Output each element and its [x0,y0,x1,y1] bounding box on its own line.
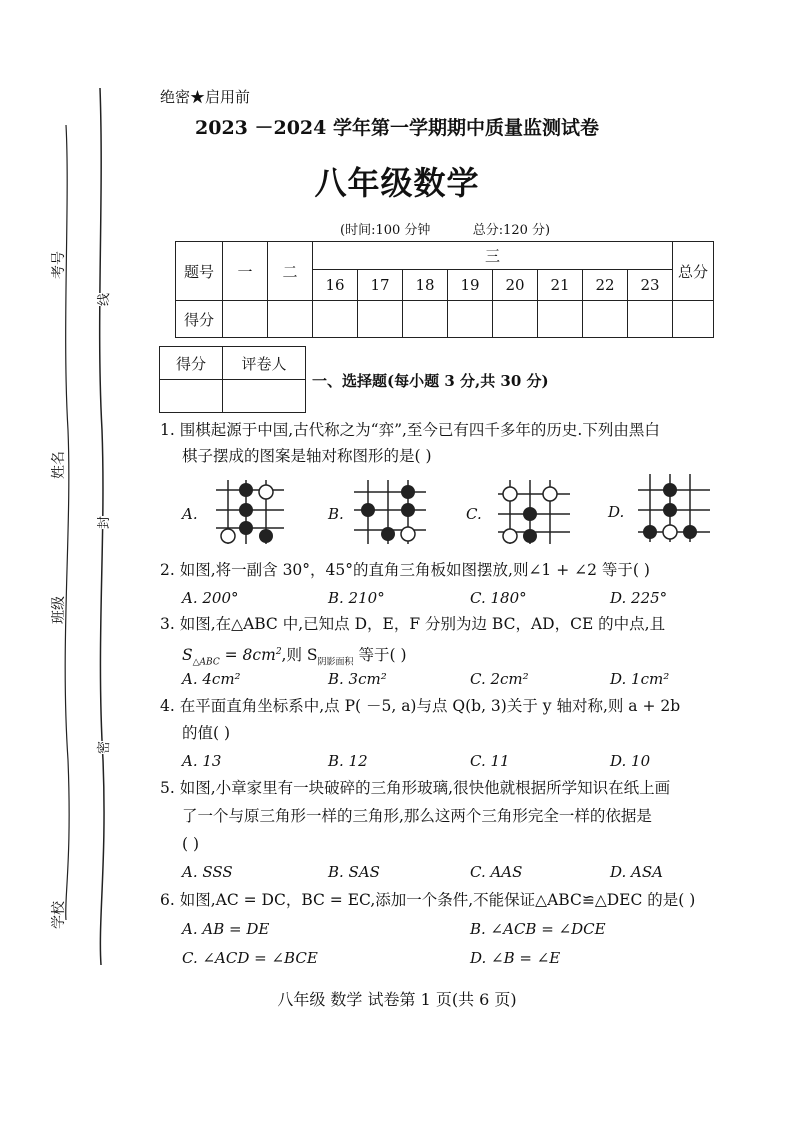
seal-dense-mark: 密 [93,741,112,754]
section-heading: 一、选择题(每小题 3 分,共 30 分) [312,372,549,390]
total-score-cell[interactable] [673,301,714,338]
score-cell[interactable] [583,301,628,338]
subject-title: 八年级数学 [314,164,480,202]
q5-option-b: B. SAS [328,863,380,881]
confidential-mark: 绝密★启用前 [160,88,251,106]
go-pattern-c [494,476,576,548]
question-16-header: 16 [313,270,358,301]
name-label: 姓名 [51,451,67,479]
score-cell[interactable] [313,301,358,338]
part-one-header: 一 [223,242,268,301]
score-cell[interactable] [223,301,268,338]
question-18-header: 18 [403,270,448,301]
q3-equals: 等于( ) [353,646,407,665]
score-cell[interactable] [358,301,403,338]
question-2: 2. 如图,将一副含 30°，45°的直角三角板如图摆放,则∠1 + ∠2 等于( ) [160,561,650,579]
score-cell[interactable] [448,301,493,338]
q3-superscript: 2 [275,647,282,657]
q3-option-d: D. 1cm² [610,670,670,688]
q5-option-c: C. AAS [470,863,523,881]
question-21-header: 21 [538,270,583,301]
q4-option-b: B. 12 [328,752,368,770]
q2-option-d: D. 225° [610,589,668,607]
time-info: (时间:100 分钟 [340,223,431,238]
grader-score-label: 得分 [160,347,223,380]
q5-option-a: A. SSS [182,863,233,881]
q3-subscript-abc: △ABC [192,657,220,668]
q3-then-s: ,则 S [281,646,318,665]
question-5-line-3: ( ) [182,835,200,853]
go-pattern-b [350,476,432,548]
q1-option-c-label: C. [466,505,482,523]
q3-option-a: A. 4cm² [182,670,241,688]
q1-option-d-label: D. [608,503,625,521]
q3-option-b: B. 3cm² [328,670,387,688]
q3-subscript-shaded: 阴影面积 [317,657,354,668]
score-cell[interactable] [628,301,673,338]
q3-area-value: = 8cm [219,646,276,665]
question-4-line-1: 4. 在平面直角坐标系中,点 P( －5, a)与点 Q(b, 3)关于 y 轴对称,则 a + 2b [160,697,681,715]
score-cell[interactable] [268,301,313,338]
grader-name-cell[interactable] [223,380,306,413]
score-cell[interactable] [538,301,583,338]
total-header: 总分 [673,242,714,301]
question-6: 6. 如图,AC = DC，BC = EC,添加一个条件,不能保证△ABC≌△DEC 的是( ) [160,891,696,909]
question-5-line-1: 5. 如图,小章家里有一块破碎的三角形玻璃,很快他就根据所学知识在纸上画 [160,779,671,797]
page-footer: 八年级 数学 试卷第 1 页(共 6 页) [277,990,517,1009]
question-4-line-2: 的值( ) [182,724,231,742]
seal-seal-mark: 封 [93,516,112,529]
q1-option-a-label: A. [182,505,198,523]
question-1-line-1: 1. 围棋起源于中国,古代称之为“弈”,至今已有四千多年的历史.下列由黑白 [160,421,660,439]
q3-option-c: C. 2cm² [470,670,529,688]
question-19-header: 19 [448,270,493,301]
question-17-header: 17 [358,270,403,301]
go-pattern-a [208,476,290,548]
q4-option-a: A. 13 [182,752,222,770]
grader-name-label: 评卷人 [223,347,306,380]
school-label: 学校 [51,901,67,929]
q6-option-a: A. AB = DE [182,920,270,938]
q6-option-c: C. ∠ACD = ∠BCE [182,949,318,967]
question-3-line-1: 3. 如图,在△ABC 中,已知点 D，E，F 分别为边 BC，AD，CE 的中点,且 [160,615,666,633]
question-1-line-2: 棋子摆成的图案是轴对称图形的是( ) [182,447,432,465]
seal-line-mark: 线 [93,293,112,306]
score-row-label: 得分 [176,301,223,338]
q4-option-c: C. 11 [470,752,510,770]
q6-option-d: D. ∠B = ∠E [470,949,561,967]
exam-title: 2023 －2024 学年第一学期期中质量监测试卷 [195,117,599,139]
question-number-header: 题号 [176,242,223,301]
part-three-header: 三 [313,242,673,270]
part-two-header: 二 [268,242,313,301]
question-5-line-2: 了一个与原三角形一样的三角形,那么这两个三角形完全一样的依据是 [182,807,652,825]
q2-option-c: C. 180° [470,589,527,607]
q2-option-a: A. 200° [182,589,239,607]
grader-box [159,346,306,413]
score-cell[interactable] [493,301,538,338]
question-20-header: 20 [493,270,538,301]
score-table [175,241,714,338]
candidate-number-label: 考号 [51,251,67,279]
question-23-header: 23 [628,270,673,301]
q5-option-d: D. ASA [610,863,663,881]
q1-option-b-label: B. [328,505,344,523]
total-score-info: 总分:120 分) [472,223,551,238]
q4-option-d: D. 10 [610,752,651,770]
exam-info [340,219,550,238]
score-cell[interactable] [403,301,448,338]
question-22-header: 22 [583,270,628,301]
class-label: 班级 [51,596,67,624]
q3-s-symbol: S [182,646,193,665]
q6-option-b: B. ∠ACB = ∠DCE [470,920,606,938]
q2-option-b: B. 210° [328,589,385,607]
grader-score-cell[interactable] [160,380,223,413]
go-pattern-d [634,470,716,546]
